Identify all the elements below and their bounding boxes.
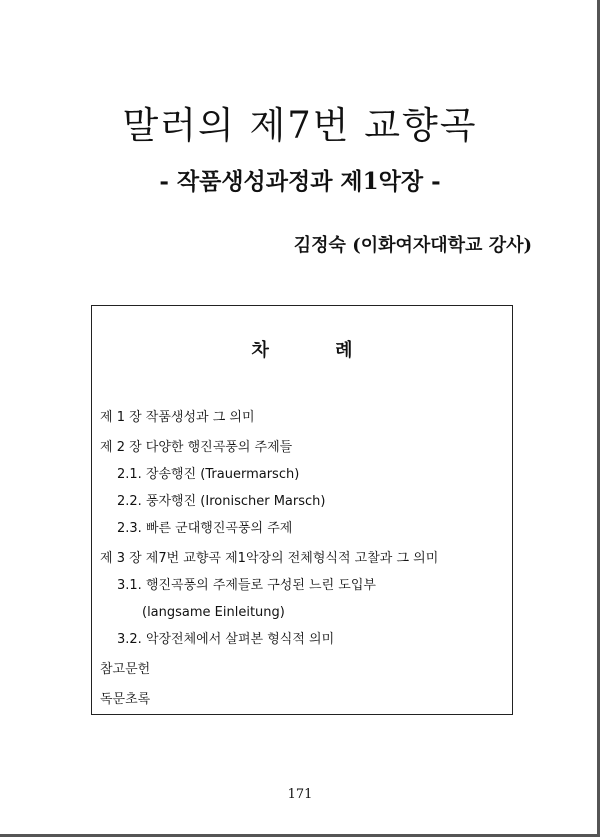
toc-heading: 차 례 xyxy=(251,340,353,361)
author-affiliation: 김정숙 (이화여자대학교 강사) xyxy=(293,235,532,256)
toc-section-2-3: 2.3. 빠른 군대행진곡풍의 주제 xyxy=(117,521,293,536)
toc-section-3-1-continued: (langsame Einleitung) xyxy=(142,605,285,620)
toc-section-2-1: 2.1. 장송행진 (Trauermarsch) xyxy=(117,467,300,482)
table-of-contents xyxy=(91,305,513,715)
document-title: 말러의 제7번 교향곡 xyxy=(122,104,478,147)
toc-chapter-3: 제 3 장 제7번 교향곡 제1악장의 전체형식적 고찰과 그 의미 xyxy=(100,551,439,566)
toc-references: 참고문헌 xyxy=(100,662,151,677)
toc-section-3-1: 3.1. 행진곡풍의 주제들로 구성된 느린 도입부 xyxy=(117,578,376,593)
document-subtitle: - 작품생성과정과 제1악장 - xyxy=(159,168,441,195)
toc-chapter-2: 제 2 장 다양한 행진곡풍의 주제들 xyxy=(100,440,293,455)
toc-list xyxy=(100,404,438,713)
page-number: 171 xyxy=(287,787,313,802)
toc-section-2-2: 2.2. 풍자행진 (Ironischer Marsch) xyxy=(117,494,326,509)
toc-german-abstract: 독문초록 xyxy=(100,692,151,707)
toc-section-3-2: 3.2. 악장전체에서 살펴본 형식적 의미 xyxy=(117,632,335,647)
toc-chapter-1: 제 1 장 작품생성과 그 의미 xyxy=(100,410,255,425)
